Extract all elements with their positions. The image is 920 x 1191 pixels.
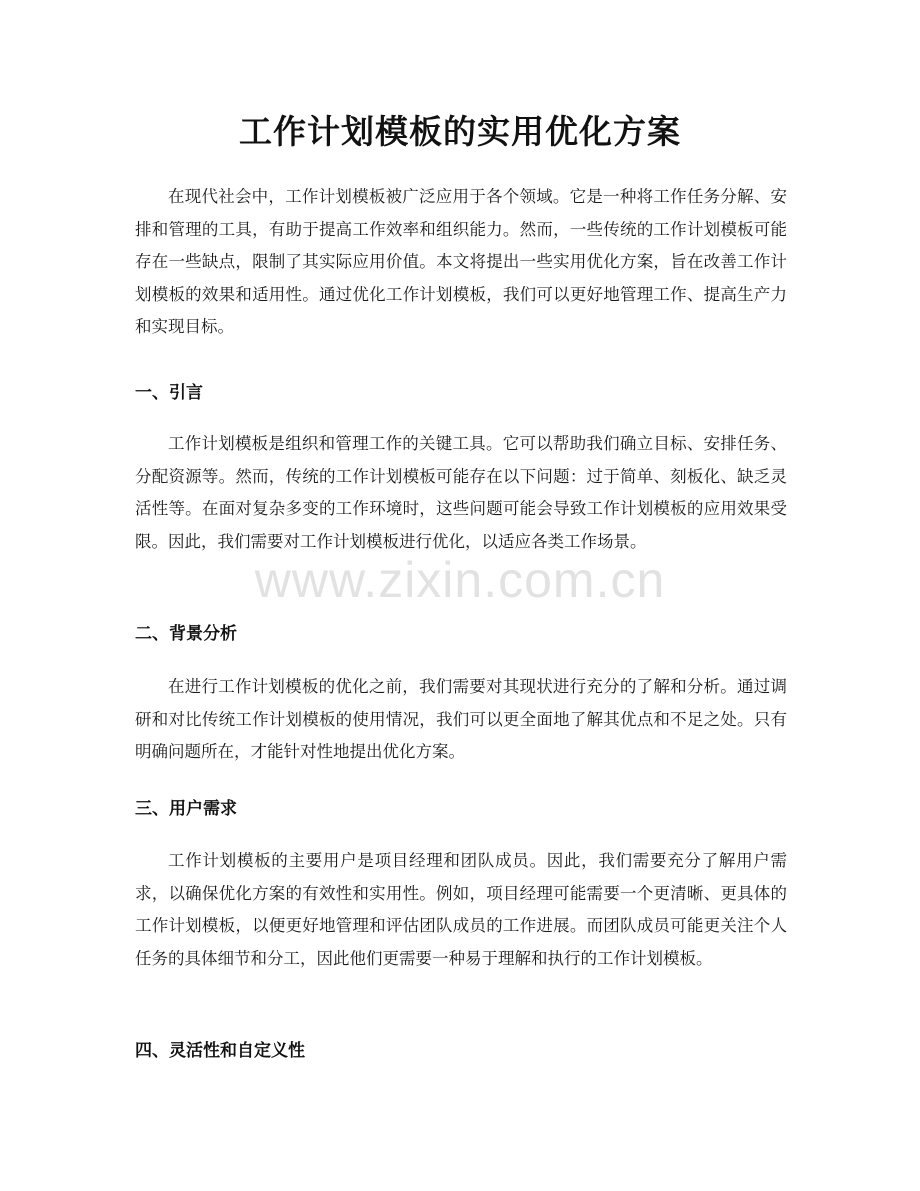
section-heading-background: 二、背景分析 — [135, 624, 237, 644]
section-heading-flexibility: 四、灵活性和自定义性 — [135, 1041, 305, 1061]
section-body-user-needs: 工作计划模板的主要用户是项目经理和团队成员。因此，我们需要充分了解用户需求，以确保优化方案的有效性和实用性。例如，项目经理可能需要一个更清晰、更具体的工作计划模板，以便更好地管理和评估团队成员的工作进展。而团队成员可能更关注个人任务的具体细节和分工，因此他们更需要一种易于理解和执行的工作计划模板。 — [135, 851, 787, 968]
section-heading-user-needs: 三、用户需求 — [135, 799, 237, 819]
document-title: 工作计划模板的实用优化方案 — [239, 112, 681, 151]
section-body-background: 在进行工作计划模板的优化之前，我们需要对其现状进行充分的了解和分析。通过调研和对比传统工作计划模板的使用情况，我们可以更全面地了解其优点和不足之处。只有明确问题所在，才能针对性地提出优化方案。 — [135, 677, 787, 761]
intro-paragraph: 在现代社会中，工作计划模板被广泛应用于各个领域。它是一种将工作任务分解、安排和管理的工具，有助于提高工作效率和组织能力。然而，一些传统的工作计划模板可能存在一些缺点，限制了其实际应用价值。本文将提出一些实用优化方案，旨在改善工作计划模板的效果和适用性。通过优化工作计划模板，我们可以更好地管理工作、提高生产力和实现目标。 — [135, 187, 787, 336]
watermark-text: www.zixin.com.cn — [254, 552, 666, 608]
section-heading-introduction: 一、引言 — [135, 383, 203, 403]
section-body-introduction: 工作计划模板是组织和管理工作的关键工具。它可以帮助我们确立目标、安排任务、分配资源等。然而，传统的工作计划模板可能存在以下问题：过于简单、刻板化、缺乏灵活性等。在面对复杂多变的工作环境时，这些问题可能会导致工作计划模板的应用效果受限。因此，我们需要对工作计划模板进行优化，以适应各类工作场景。 — [135, 434, 787, 551]
